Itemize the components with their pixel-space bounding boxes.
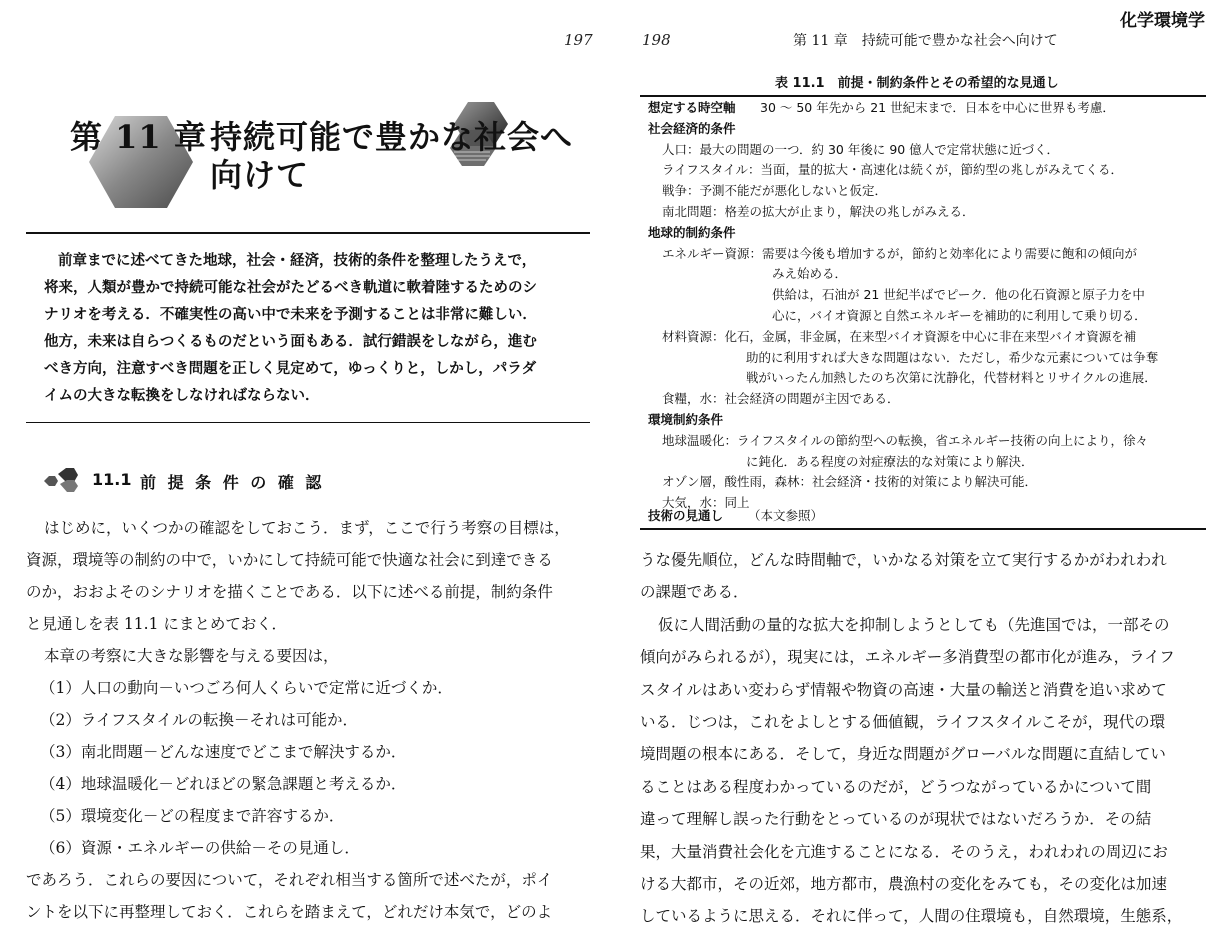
list-item: （4）地球温暖化－どれほどの緊急課題と考えるか．	[40, 775, 407, 793]
body-line: ける大都市，その近郊，地方都市，農漁村の変化をみても，その変化は加速	[640, 875, 1168, 894]
table-cell: 南北問題：格差の拡大が止まり，解決の兆しがみえる．	[662, 204, 975, 219]
table-category: 技術の見通し	[648, 508, 724, 523]
body-line: 資源，環境等の制約の中で，いかにして持続可能で快適な社会に到達できる	[26, 551, 553, 569]
intro-line: 他方，未来は自らつくるものだという面もある．試行錯誤をしながら，進む	[44, 334, 537, 350]
table-cell: 食糧，水：社会経済の問題が主因である．	[662, 391, 900, 407]
body-line: 本章の考察に大きな影響を与える要因は，	[44, 647, 339, 665]
body-line: スタイルはあい変わらず情報や物資の高速・大量の輸送と消費を追い求めて	[640, 680, 1167, 699]
page-number-right: 198	[642, 31, 671, 49]
table-cell: 人口：最大の問題の一つ．約 30 年後に 90 億人で定常状態に近づく．	[662, 141, 1059, 157]
section-number: 11.1	[92, 470, 132, 489]
table-cell: 心に，バイオ資源と自然エネルギーを補助的に利用して乗り切る．	[772, 308, 1147, 323]
body-line: しているように思える．それに伴って，人間の住環境も，自然環境，生態系，	[640, 907, 1183, 926]
body-line: 違って理解し誤った行動をとっているのが現状ではないだろうか．その結	[640, 810, 1152, 829]
table-category: 地球的制約条件	[648, 224, 736, 240]
intro-line: べき方向，注意すべき問題を正しく見定めて，ゆっくりと，しかし，パラダ	[44, 361, 537, 377]
table-cell: ライフスタイル：当面，量的拡大・高速化は続くが，節約型の兆しがみえてくる．	[662, 162, 1124, 178]
table-caption: 表 11.1 前提・制約条件とその希望的な見通し	[775, 76, 1059, 91]
intro-line: 前章までに述べてきた地球，社会・経済，技術的条件を整理したうえで，	[58, 253, 537, 269]
book-title: 化学環境学	[1120, 11, 1205, 31]
list-item: （6）資源・エネルギーの供給－その見通し．	[40, 839, 360, 857]
intro-line: 将来，人類が豊かで持続可能な社会がたどるべき軌道に軟着陸するためのシ	[44, 280, 537, 296]
table-cell: みえ始める．	[772, 266, 848, 282]
body-line: 果，大量消費社会化を亢進することになる．そのうえ，われわれの周辺にお	[640, 842, 1168, 861]
list-item: （1）人口の動向－いつごろ何人くらいで定常に近づくか．	[40, 679, 453, 697]
table-cell: 助的に利用すれば大きな問題はない．ただし，希少な元素については争奪	[746, 349, 1159, 365]
body-line: ントを以下に再整理しておく．これらを踏まえて，どれだけ本気で，どのよ	[26, 903, 553, 921]
body-line: のか，おおよそのシナリオを描くことである．以下に述べる前提，制約条件	[26, 583, 553, 601]
chapter-rule-top	[26, 232, 590, 234]
table-category: 想定する時空軸	[648, 100, 736, 115]
table-cell: 地球温暖化：ライフスタイルの節約型への転換，省エネルギー技術の向上により，徐々	[662, 432, 1149, 448]
chapter-number: 第 11 章	[70, 118, 207, 156]
body-line: はじめに，いくつかの確認をしておこう．まず，ここで行う考察の目標は，	[44, 519, 570, 537]
right-body-text	[640, 544, 1210, 933]
list-item: （5）環境変化－どの程度まで許容するか．	[40, 807, 345, 825]
table-cell: 30 ～ 50 年先から 21 世紀末まで．日本を中心に世界も考慮．	[760, 100, 1115, 115]
table-rule-bottom	[640, 528, 1206, 530]
chapter-intro	[26, 248, 590, 410]
body-line: 仮に人間活動の量的な拡大を抑制しようとしても（先進国では，一部その	[658, 615, 1170, 634]
section-hexagon-icon	[40, 464, 86, 494]
table-cell: （本文参照）	[748, 508, 824, 523]
section-title: 前 提 条 件 の 確 認	[140, 473, 325, 492]
left-body-text	[26, 512, 596, 928]
table-cell: 戦がいったん加熱したのち次第に沈静化，代替材料とリサイクルの進展．	[746, 370, 1157, 386]
table-cell: 供給は，石油が 21 世紀半ばでピーク．他の化石資源と原子力を中	[772, 287, 1145, 303]
table-cell: オゾン層，酸性雨，森林：社会経済・技術的対策により解決可能．	[662, 474, 1038, 490]
table-category: 社会経済的条件	[648, 120, 736, 136]
body-line: 境問題の根本にある．そして，身近な問題がグローバルな問題に直結してい	[640, 745, 1166, 764]
body-line: ることはある程度わかっているのだが，どうつながっているかについて間	[640, 777, 1152, 796]
body-line: いる．じつは，これをよしとする価値観，ライフスタイルこそが，現代の環	[640, 713, 1166, 732]
page-number-left: 197	[564, 31, 593, 49]
body-line: 傾向がみられるが），現実には，エネルギー多消費型の都市化が進み，ライフ	[640, 648, 1175, 667]
body-line: と見通しを表 11.1 にまとめておく．	[26, 615, 288, 633]
body-line: であろう．これらの要因について，それぞれ相当する箇所で述べたが，ポイ	[26, 871, 553, 889]
table-cell: エネルギー資源：需要は今後も増加するが，節約と効率化により需要に飽和の傾向が	[662, 245, 1138, 261]
intro-line: ナリオを考える．不確実性の高い中で未来を予測することは非常に難しい．	[44, 307, 537, 323]
table-cell: 大気，水：同上	[662, 495, 750, 511]
chapter-title-line1: 持続可能で豊かな社会へ	[210, 118, 574, 156]
table-cell: に鈍化．ある程度の対症療法的な対策により解決．	[746, 453, 1034, 469]
table-cell: 材料資源：化石，金属，非金属，在来型バイオ資源を中心に非在来型バイオ資源を補	[662, 328, 1137, 344]
table-cell: 戦争：予測不能だが悪化しないと仮定．	[662, 183, 888, 199]
body-line: の課題である．	[640, 583, 749, 602]
running-head: 第 11 章 持続可能で豊かな社会へ向けて	[793, 33, 1058, 49]
chapter-rule-bottom	[26, 422, 590, 423]
intro-line: イムの大きな転換をしなければならない．	[44, 388, 320, 404]
body-line: うな優先順位，どんな時間軸で，いかなる対策を立て実行するかがわれわれ	[640, 551, 1167, 569]
table-11-1	[640, 98, 1206, 528]
chapter-title-line2: 向けて	[210, 156, 310, 194]
list-item: （2）ライフスタイルの転換－それは可能か．	[40, 711, 359, 729]
table-rule-top	[640, 95, 1206, 97]
list-item: （3）南北問題－どんな速度でどこまで解決するか．	[40, 743, 407, 761]
table-category: 環境制約条件	[648, 412, 724, 427]
